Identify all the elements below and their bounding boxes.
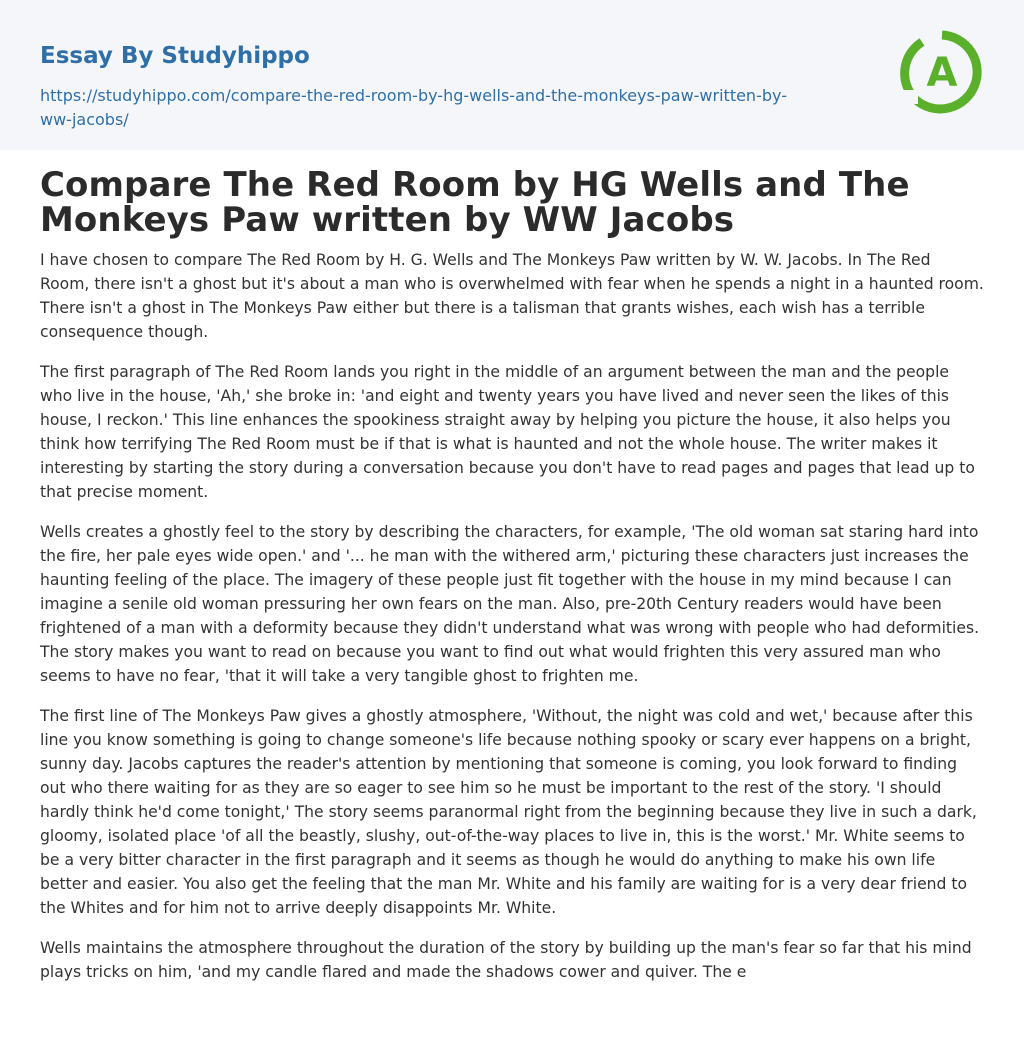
site-brand: Essay By Studyhippo bbox=[40, 43, 310, 69]
article-paragraph-3: Wells creates a ghostly feel to the story by describing the characters, for example, 'The old woman sat staring hard into the fire, her pale eyes wide open.' and '... he man with the withered arm,' picturing these characters just increases the haunting feeling of the place. The imagery of these people just fit together with the house in my mind because I can imagine a senile old woman pressuring her own fears on the man. Also, pre-20th Century readers would have been frightened of a man with a deformity because they didn't understand what was wrong with people who had deformities. The story makes you want to read on because you want to find out what would frighten this very assured man who seems to have no fear, 'that it will take a very tangible ghost to frighten me. bbox=[40, 523, 980, 685]
source-url-link[interactable]: https://studyhippo.com/compare-the-red-room-by-hg-wells-and-the-monkeys-paw-written-by-ww-jacobs/ bbox=[40, 86, 787, 129]
circle-a-logo-icon[interactable] bbox=[900, 30, 984, 114]
article-title: Compare The Red Room by HG Wells and The Monkeys Paw written by WW Jacobs bbox=[40, 165, 910, 240]
article-paragraph-5: Wells maintains the atmosphere throughout the duration of the story by building up the man's fear so far that his mind plays tricks on him, 'and my candle flared and made the shadows cower and quiver. The e bbox=[40, 939, 972, 981]
site-header bbox=[0, 0, 1024, 150]
article bbox=[0, 150, 1024, 984]
article-paragraph-2: The first paragraph of The Red Room lands you right in the middle of an argument between the man and the people who live in the house, 'Ah,' she broke in: 'and eight and twenty years you have lived and never seen the likes of this house, I reckon.' This line enhances the spookiness straight away by helping you picture the house, it also helps you think how terrifying The Red Room must be if that is what is haunted and not the whole house. The writer makes it interesting by starting the story during a conversation because you don't have to read pages and pages that lead up to that precise moment. bbox=[40, 363, 975, 501]
logo-letter: A bbox=[926, 50, 958, 96]
article-paragraph-4: The first line of The Monkeys Paw gives a ghostly atmosphere, 'Without, the night was cold and wet,' because after this line you know something is going to change someone's life because nothing spooky or scary ever happens on a bright, sunny day. Jacobs captures the reader's attention by mentioning that someone is coming, you look forward to finding out who there waiting for as they are so eager to see him so he must be important to the rest of the story. 'I should hardly think he'd come tonight,' The story seems paranormal right from the beginning because they live in such a dark, gloomy, isolated place 'of all the beastly, slushy, out-of-the-way places to live in, this is the worst.' Mr. White seems to be a very bitter character in the first paragraph and it seems as though he would do anything to make his own life better and easier. You also get the feeling that the man Mr. White and his family are waiting for is a very dear friend to the Whites and for him not to arrive deeply disappoints Mr. White. bbox=[40, 707, 977, 917]
article-paragraph-1: I have chosen to compare The Red Room by H. G. Wells and The Monkeys Paw written by W. W. Jacobs. In The Red Room, there isn't a ghost but it's about a man who is overwhelmed with fear when he spends a night in a haunted room. There isn't a ghost in The Monkeys Paw either but there is a talisman that grants wishes, each wish has a terrible consequence though. bbox=[40, 251, 984, 341]
